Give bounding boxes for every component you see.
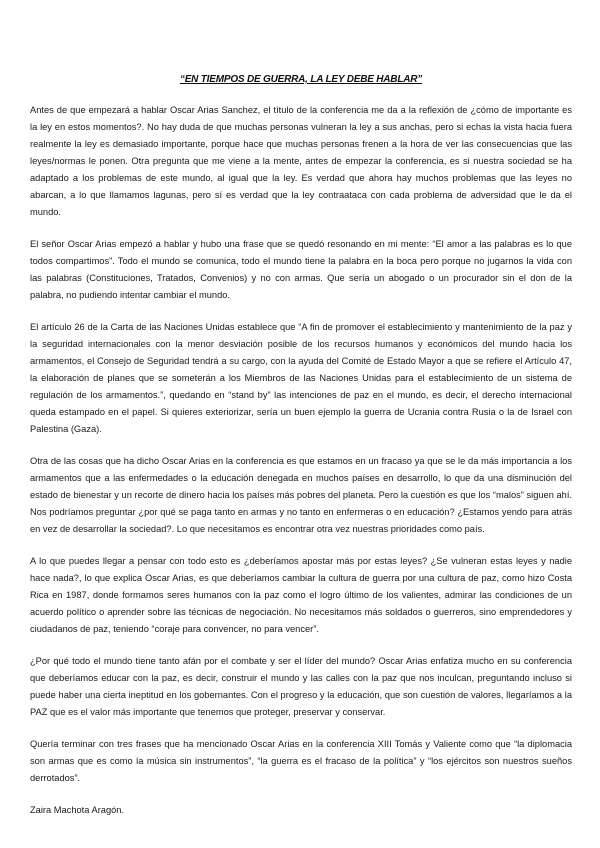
paragraph-3: El artículo 26 de la Carta de las Naciones Unidas establece que “A fin de promover el establecimiento y mantenimiento de la paz y la seguridad internacionales con la menor desviación posible de los recursos humanos y económicos del mundo hacia los armamentos, el Consejo de Seguridad tendrá a su cargo, con la ayuda del Comité de Estado Mayor a que se refiere el Artículo 47, la elaboración de planes que se someterán a los Miembros de las Naciones Unidas para el establecimiento de un sistema de regulación de los armamentos.”, quedando en “stand by” las intenciones de paz en el mundo, es decir, el derecho internacional queda estampado en el papel. Si quieres exteriorizar, sería un buen ejemplo la guerra de Ucrania contra Rusia o la de Israel con Palestina (Gaza). (30, 322, 572, 434)
paragraph-2: El señor Oscar Arias empezó a hablar y hubo una frase que se quedó resonando en mi mente: “El amor a las palabras es lo que todos compartimos”. Todo el mundo se comunica, todo el mundo tiene la palabra en la boca pero porque no jugarnos la vida con las palabras (Constituciones, Tratados, Convenios) y no con armas. Que sería un abogado o un procurador sin el don de la palabra, no pudiendo intentar cambiar el mundo. (30, 239, 572, 300)
paragraph-7: Quería terminar con tres frases que ha mencionado Oscar Arias en la conferencia XIII Tomás y Valiente como que “la diplomacia son armas que es como la música sin instrumentos”, “la guerra es el fracaso de la política” y “los ejércitos son nuestros sueños derrotados”. (30, 739, 572, 783)
document-title: “EN TIEMPOS DE GUERRA, LA LEY DEBE HABLAR” (179, 74, 423, 85)
paragraph-6: ¿Por qué todo el mundo tiene tanto afán por el combate y ser el líder del mundo? Oscar Arias enfatiza mucho en su conferencia que deberíamos educar con la paz, es decir, construir el mundo y las calles con la paz que nos inculcan, preguntando incluso si puede haber una cierta ineptitud en los gobernantes. Con el progreso y la educación, que son cuestión de valores, llegaríamos a la PAZ que es el valor más importante que tenemos que proteger, preservar y conservar. (30, 656, 572, 717)
paragraph-5: A lo que puedes llegar a pensar con todo esto es ¿deberíamos apostar más por estas leyes? ¿Se vulneran estas leyes y nadie hace nada?, lo que explica Oscar Arias, es que deberíamos cambiar la cultura de guerra por una cultura de paz, como hizo Costa Rica en 1987, donde formamos seres humanos con la paz como el logro último de los valientes, admirar las condiciones de un acuerdo político o aprender sobre las técnicas de negociación. No necesitamos más soldados o guerreros, sino emprendedores y ciudadanos de paz, teniendo “coraje para convencer, no para vencer”. (30, 556, 572, 634)
author-signature: Zaira Machota Aragón. (30, 805, 125, 815)
paragraph-1: Antes de que empezará a hablar Oscar Arias Sanchez, el título de la conferencia me da a la reflexión de ¿cómo de importante es la ley en estos momentos?. No hay duda de que muchas personas vulneran la ley a sus anchas, pero si echas la vista hacia fuera realmente la ley es demasiado importante, porque hace que muchas personas frenen a la hora de ver las consecuencias que las leyes/normas le ponen. Otra pregunta que me viene a la mente, antes de empezar la conferencia, es si nuestra sociedad se ha adaptado a los problemas de este mundo, al igual que la ley. Es verdad que ahora hay muchos problemas que las leyes no abarcan, a lo que llamamos lagunas, pero sí es verdad que la ley contraataca con cada problema de adversidad que le da el mundo. (30, 105, 572, 217)
paragraph-4: Otra de las cosas que ha dicho Oscar Arias en la conferencia es que estamos en un fracaso ya que se le da más importancia a los armamentos que a las enfermedades o la educación denegada en muchos países en desarrollo, lo que da una disminución del estado de bienestar y un recorte de dinero hacia los países más pobres del planeta. Pero la cuestión es que los “malos” siguen ahí. Nos podríamos preguntar ¿por qué se paga tanto en armas y no tanto en enfermeras o en educación? ¿Estamos yendo para atrás en vez de desarrollar la sociedad?. Lo que necesitamos es encontrar otra vez nuestras prioridades como país. (30, 456, 572, 534)
